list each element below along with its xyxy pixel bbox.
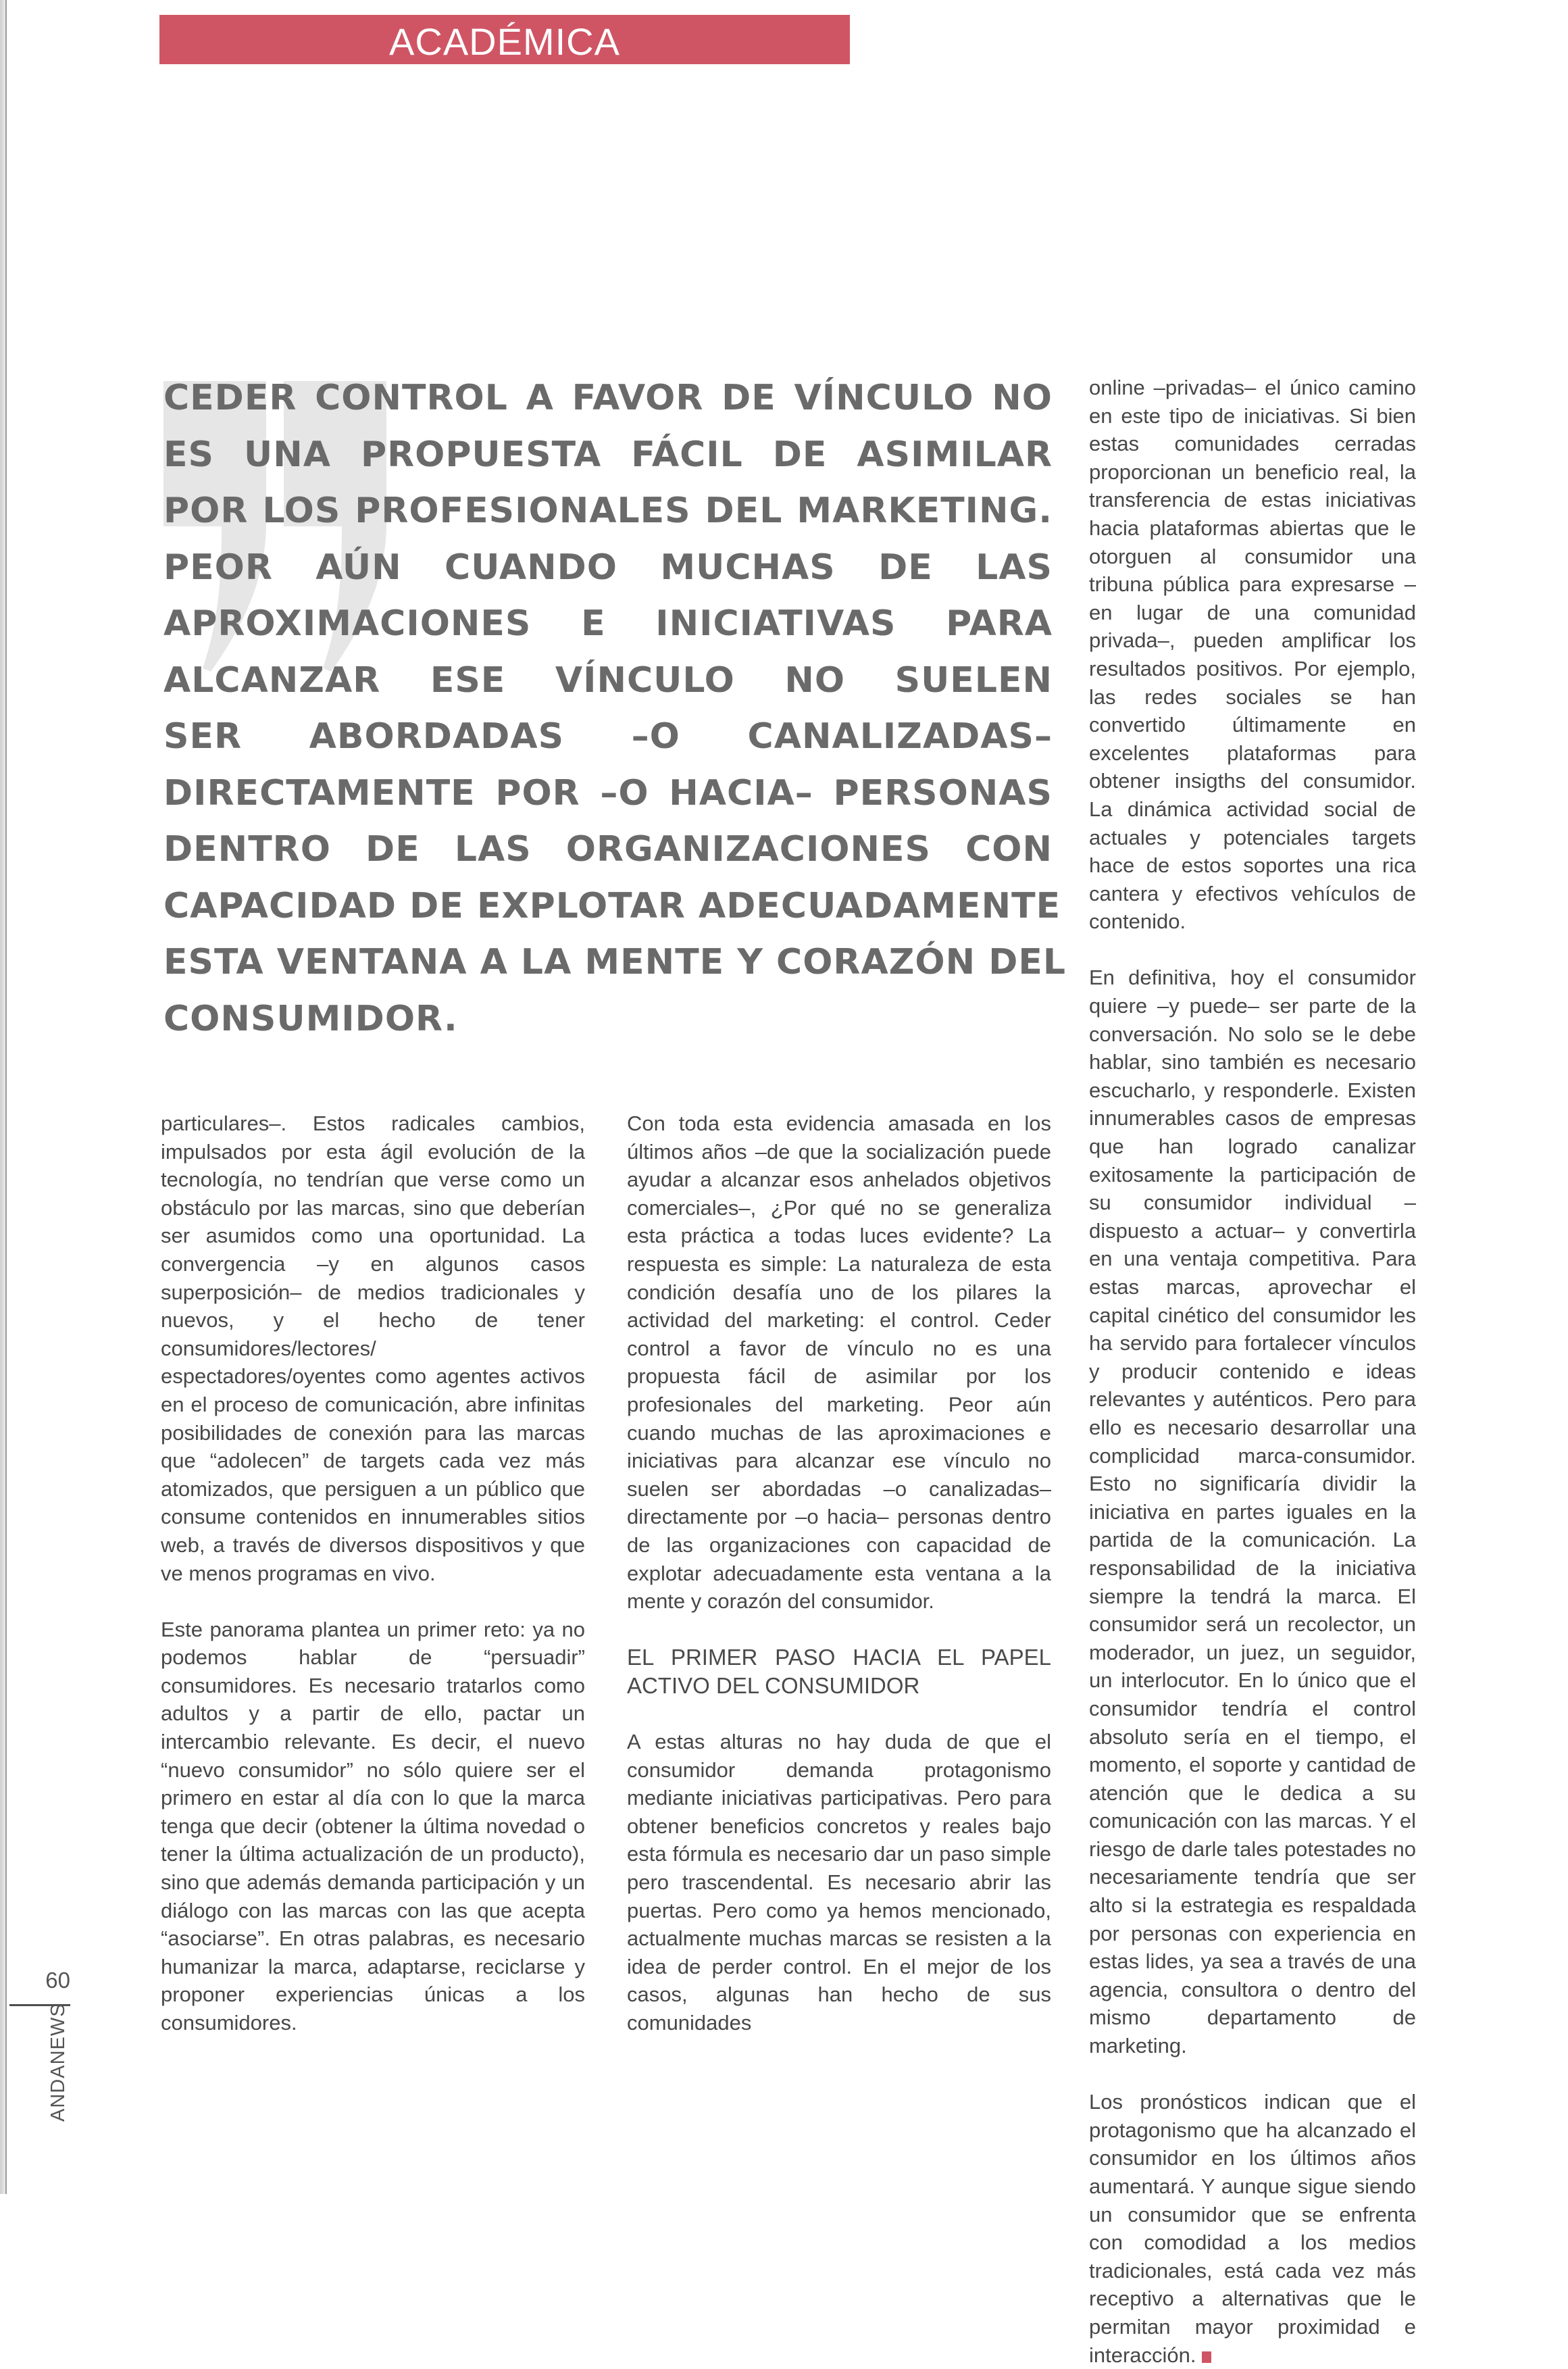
pull-quote-line: ESTA VENTANA A LA MENTE Y CORAZÓN DEL bbox=[163, 942, 1067, 982]
section-subheading: EL PRIMER PASO HACIA EL PAPEL ACTIVO DEL CONSUMIDOR bbox=[627, 1645, 1051, 1698]
body-paragraph: En definitiva, hoy el consumidor quiere –y puede– ser parte de la conversación. No solo se le debe hablar, sino también es necesario escucharlo, y responderle. Existen innumerables casos de empresas que han logrado canalizar exitosamente la participación de su consumidor individual –dispuesto a actuar– y convertirla en una ventaja competitiva. Para estas marcas, aprovechar el capital cinético del consumidor les ha servido para fortalecer vínculos y producir contenido e ideas relevantes y auténticos. Pero para ello es necesario desarrollar una complicidad marca-consumidor. Esto no significaría dividir la iniciativa en partes iguales en la partida de la comunicación. La responsabilidad de la iniciativa siempre la tendrá la marca. El consumidor será un recolector, un moderador, un juez, un seguidor, un interlocutor. En lo único que el consumidor tendría el control absoluto sería en el tiempo, el momento, el soporte y cantidad de atención que le dedica a su comunicación con las marcas. Y el riesgo de darle tales potestades no necesariamente tendría que ser alto si la estrategia es respaldada por personas con experiencia en estas lides, ya sea a través de una agencia, consultora o dentro del mismo departamento de marketing. bbox=[1089, 966, 1416, 2058]
pull-quote-line: ALCANZAR ESE VÍNCULO NO SUELEN bbox=[163, 659, 1053, 701]
pull-quote-line: CEDER CONTROL A FAVOR DE VÍNCULO NO bbox=[163, 378, 1053, 418]
end-of-article-square-icon bbox=[1202, 2351, 1211, 2363]
pull-quote-line: ES UNA PROPUESTA FÁCIL DE ASIMILAR bbox=[163, 434, 1053, 475]
section-label: ACADÉMICA bbox=[389, 20, 620, 63]
body-paragraph: A estas alturas no hay duda de que el consumidor demanda protagonismo mediante iniciativas participativas. Pero para obtener beneficios concretos y reales bajo esta fórmula es necesario dar un paso simple pero trascendental. Es necesario abrir las puertas. Pero como ya hemos mencionado, actualmente muchas marcas se resisten a la idea de perder control. En el mejor de los casos, algunas han hecho de sus comunidades bbox=[627, 1730, 1051, 2035]
pull-quote-line: CONSUMIDOR. bbox=[163, 998, 458, 1039]
body-paragraph-text: Los pronósticos indican que el protagonismo que ha alcanzado el consumidor en los últimos años aumentará. Y aunque sigue siendo un consumidor que se enfrenta con comodidad a los medios tradicionales, está cada vez más receptivo a alternativas que le permitan mayor proximidad e interacción. bbox=[1089, 2090, 1416, 2367]
body-paragraph: particulares–. Estos radicales cambios, impulsados por esta ágil evolución de la tecnología, no tendrían que verse como un obstáculo por las marcas, sino que deberían ser asumidos como una oportunidad. La convergencia –y en algunos casos superposición– de medios tradicionales y nuevos, y el hecho de tener consumidores/lectores/ espectadores/oyentes como agentes activos en el proceso de comunicación, abre infinitas posibilidades de conexión para las marcas que “adolecen” de targets cada vez más atomizados, que persiguen a un público que consume contenidos en innumerables sitios web, a través de diversos dispositivos y que ve menos programas en vivo. bbox=[161, 1112, 585, 1585]
article-column-middle bbox=[627, 1109, 1051, 2037]
pull-quote-line: SER ABORDADAS –O CANALIZADAS– bbox=[163, 716, 1053, 757]
pull-quote-line: CAPACIDAD DE EXPLOTAR ADECUADAMENTE bbox=[163, 885, 1061, 926]
pull-quote-line: PEOR AÚN CUANDO MUCHAS DE LAS bbox=[163, 547, 1053, 588]
page-spine-edge bbox=[0, 0, 7, 2194]
pull-quote-line: DENTRO DE LAS ORGANIZACIONES CON bbox=[163, 829, 1053, 870]
pull-quote-line: APROXIMACIONES E INICIATIVAS PARA bbox=[163, 603, 1053, 644]
body-paragraph: Con toda esta evidencia amasada en los últimos años –de que la socialización puede ayudar a alcanzar esos anhelados objetivos comerciales–, ¿Por qué no se generaliza esta práctica a todas luces evidente? La respuesta es simple: La naturaleza de esta condición desafía uno de los pilares la actividad del marketing: el control. Ceder control a favor de vínculo no es una propuesta fácil de asimilar por los profesionales del marketing. Peor aún cuando muchas de las aproximaciones e iniciativas para alcanzar ese vínculo no suelen ser abordadas –o canalizadas– directamente por –o hacia– personas dentro de las organizaciones con capacidad de explotar adecuadamente esta ventana a la mente y corazón del consumidor. bbox=[627, 1112, 1051, 1614]
section-header-bar bbox=[159, 15, 850, 64]
body-paragraph-final bbox=[1089, 2088, 1416, 2369]
article-column-left bbox=[161, 1109, 585, 2037]
article-column-right bbox=[1089, 374, 1416, 2369]
body-paragraph: Este panorama plantea un primer reto: ya no podemos hablar de “persuadir” consumidores. Es necesario tratarlos como adultos y a partir de ello, pactar un intercambio relevante. Es decir, el nuevo “nuevo consumidor” no sólo quiere ser el primero en estar al día con lo que la marca tenga que decir (obtener la última novedad o tener la última actualización de un producto), sino que además demanda participación y un diálogo con las marcas con las que acepta “asociarse”. En otras palabras, es necesario humanizar la marca, adaptarse, reciclarse y proponer experiencias únicas a los consumidores. bbox=[161, 1617, 585, 2035]
pull-quote bbox=[163, 370, 1067, 1047]
pull-quote-line: POR LOS PROFESIONALES DEL MARKETING. bbox=[163, 491, 1053, 531]
page-number: 60 bbox=[45, 1968, 70, 1993]
publication-name: ANDANEWS bbox=[47, 2003, 69, 2122]
pull-quote-line: DIRECTAMENTE POR –O HACIA– PERSONAS bbox=[163, 772, 1053, 814]
body-paragraph: online –privadas– el único camino en este tipo de iniciativas. Si bien estas comunidades cerradas proporcionan un beneficio real, la transferencia de estas iniciativas hacia plataformas abiertas que le otorguen al consumidor una tribuna pública para expresarse –en lugar de una comunidad privada–, pueden amplificar los resultados positivos. Por ejemplo, las redes sociales se han convertido últimamente en excelentes plataformas para obtener insigths del consumidor. La dinámica actividad social de actuales y potenciales targets hace de estos soportes una rica cantera y efectivos vehículos de contenido. bbox=[1089, 376, 1416, 934]
